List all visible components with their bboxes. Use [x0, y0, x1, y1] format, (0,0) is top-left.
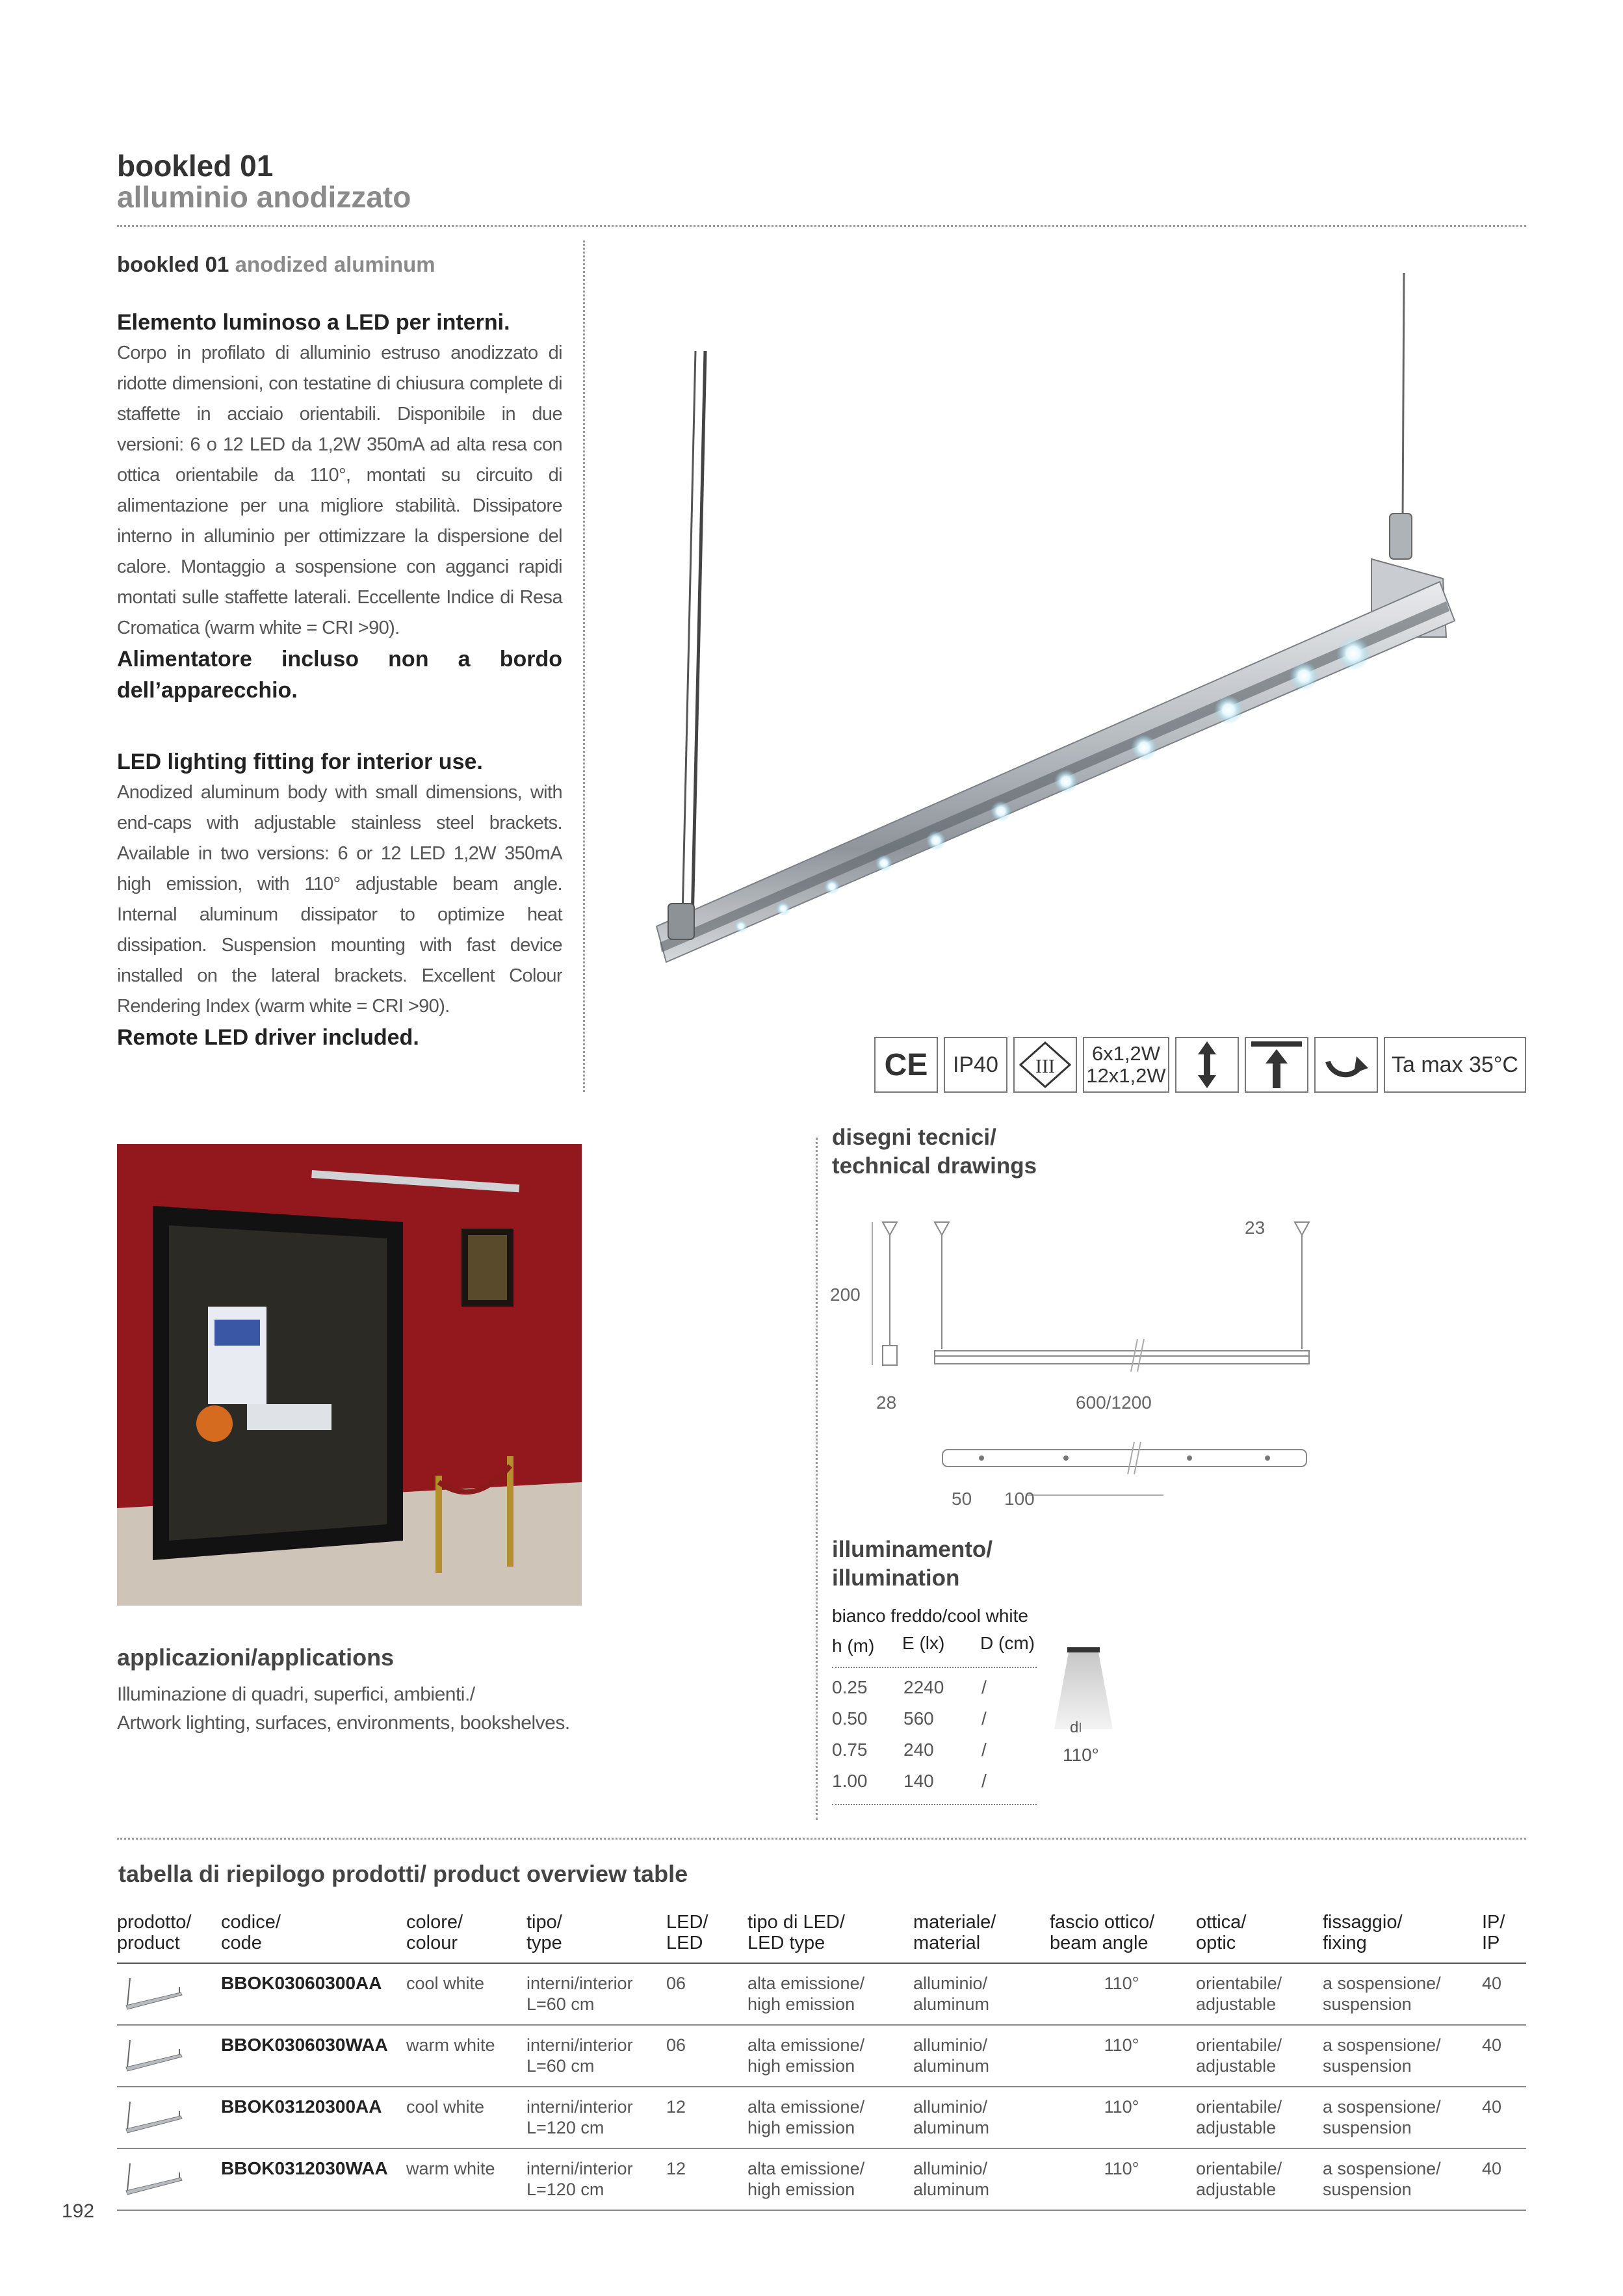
product-optic: orientabile/ adjustable	[1196, 1963, 1323, 2025]
header-ip: IP/ IP	[1482, 1908, 1526, 1963]
header-led: LED/ LED	[666, 1908, 747, 1963]
table-row	[117, 1963, 1526, 2025]
product-fixing: a sospensione/ suspension	[1323, 2087, 1482, 2148]
table-row	[117, 2087, 1526, 2148]
vertical-adjust-icon	[1175, 1037, 1239, 1093]
description-it-note: Alimentatore incluso non a bordo dell’apparecchio.	[117, 647, 562, 703]
cone-angle-label: 110°	[1063, 1745, 1099, 1765]
illum-row-h: 0.75	[832, 1740, 868, 1760]
dim-50: 50	[952, 1489, 972, 1509]
illumination-title-it: illuminamento/	[832, 1537, 993, 1562]
header-code: codice/ code	[221, 1908, 406, 1963]
dim-200: 200	[830, 1285, 861, 1305]
product-material: alluminio/ aluminum	[913, 2087, 1050, 2148]
product-fixing: a sospensione/ suspension	[1323, 2148, 1482, 2210]
illumination-title-en: illumination	[832, 1565, 960, 1591]
description-english	[117, 746, 562, 1053]
description-it-heading: Elemento luminoso a LED per interni.	[117, 310, 510, 335]
overview-title: tabella di riepilogo prodotti/ product overview table	[118, 1860, 688, 1887]
header-led-type: tipo di LED/ LED type	[747, 1908, 913, 1963]
product-type: interni/interior L=120 cm	[526, 2148, 666, 2210]
column-divider	[583, 241, 585, 1092]
illumination-title	[832, 1535, 993, 1593]
power-6-led: 6x1,2W	[1091, 1042, 1161, 1065]
cone-d-label: d	[1070, 1719, 1079, 1736]
product-code: BBOK03120300AA	[221, 2087, 406, 2148]
english-subtitle	[117, 252, 435, 277]
product-led: 12	[666, 2087, 747, 2148]
page-number: 192	[62, 2200, 95, 2222]
product-thumbnail	[117, 2025, 221, 2087]
illumination-e-header: E (lx)	[902, 1633, 945, 1653]
ce-mark-icon: CE	[874, 1037, 938, 1093]
description-en-note: Remote LED driver included.	[117, 1025, 419, 1050]
english-material: anodized aluminum	[235, 252, 435, 276]
dim-23: 23	[1245, 1218, 1266, 1238]
product-optic: orientabile/ adjustable	[1196, 2087, 1323, 2148]
product-led: 06	[666, 2025, 747, 2087]
page-subtitle: alluminio anodizzato	[117, 180, 411, 214]
description-en-heading: LED lighting fitting for interior use.	[117, 750, 483, 774]
product-type: interni/interior L=60 cm	[526, 1963, 666, 2025]
beam-cone-icon	[1048, 1646, 1119, 1750]
header-type: tipo/ type	[526, 1908, 666, 1963]
drawings-title-en: technical drawings	[832, 1153, 1037, 1179]
description-it-body: Corpo in profilato di alluminio estruso anodizzato di ridotte dimensioni, con testatine di chiusura complete di staffette in acciaio orientabili. Disponibile in due versioni: 6 o 12 LED da 1,2W 350mA ad alta resa con ottica orientabile da 110°, montati su circuito di alimentazione per una migliore stabilità. Dissipatore interno in alluminio per ottimizzare la dispersione del calore. Montaggio a sospensione con agganci rapidi montati sulle staffette laterali. Eccellente Indice di Resa Cromatica (warm white = CRI >90).	[117, 343, 562, 638]
dim-28: 28	[876, 1392, 897, 1413]
drawings-title-it: disegni tecnici/	[832, 1125, 996, 1150]
product-photo-lamp	[643, 273, 1501, 1001]
dim-length: 600/1200	[1076, 1392, 1152, 1413]
technical-drawing	[825, 1209, 1345, 1521]
page-title: bookled 01	[117, 149, 274, 183]
product-code: BBOK0312030WAA	[221, 2148, 406, 2210]
illumination-table	[832, 1677, 1037, 1805]
overview-divider	[117, 1838, 1526, 1840]
product-material: alluminio/ aluminum	[913, 1963, 1050, 2025]
product-thumbnail	[117, 2087, 221, 2148]
illum-row-d: /	[981, 1677, 987, 1697]
product-fixing: a sospensione/ suspension	[1323, 2025, 1482, 2087]
application-photo	[117, 1144, 582, 1606]
table-header-row	[117, 1908, 1526, 1963]
power-12-led: 12x1,2W	[1086, 1064, 1166, 1087]
product-colour: warm white	[406, 2148, 526, 2210]
product-code: BBOK0306030WAA	[221, 2025, 406, 2087]
applications-line-it: Illuminazione di quadri, superfici, ambienti./	[117, 1684, 475, 1705]
illum-row-h: 1.00	[832, 1771, 868, 1791]
applications-text	[117, 1680, 570, 1738]
illum-row-e: 140	[903, 1771, 934, 1791]
drawings-title	[832, 1123, 1037, 1181]
product-ip: 40	[1482, 2087, 1526, 2148]
product-beam: 110°	[1050, 1963, 1196, 2025]
illum-row-h: 0.50	[832, 1708, 868, 1729]
applications-title: applicazioni/applications	[117, 1644, 395, 1671]
product-fixing: a sospensione/ suspension	[1323, 1963, 1482, 2025]
illum-row-d: /	[981, 1708, 987, 1729]
product-led-type: alta emissione/ high emission	[747, 2148, 913, 2210]
header-material: materiale/ material	[913, 1908, 1050, 1963]
header-optic: ottica/ optic	[1196, 1908, 1323, 1963]
illum-row-e: 2240	[903, 1677, 944, 1697]
header-colour: colore/ colour	[406, 1908, 526, 1963]
description-italian	[117, 307, 562, 706]
rotation-icon	[1314, 1037, 1378, 1093]
product-thumbnail	[117, 1963, 221, 2025]
class-iii-icon	[1013, 1037, 1077, 1093]
illumination-label: bianco freddo/cool white	[832, 1606, 1028, 1626]
product-thumbnail	[117, 2148, 221, 2210]
header-divider	[117, 225, 1526, 227]
product-ip: 40	[1482, 2148, 1526, 2210]
product-ip: 40	[1482, 2025, 1526, 2087]
overview-table	[117, 1908, 1526, 2211]
product-optic: orientabile/ adjustable	[1196, 2148, 1323, 2210]
illum-row-d: /	[981, 1740, 987, 1760]
ceiling-mount-icon	[1245, 1037, 1308, 1093]
product-led: 12	[666, 2148, 747, 2210]
illum-row-d: /	[981, 1771, 987, 1791]
table-row	[117, 2148, 1526, 2210]
product-led-type: alta emissione/ high emission	[747, 2087, 913, 2148]
illumination-d-header: D (cm)	[980, 1633, 1035, 1653]
english-product-name: bookled 01	[117, 252, 229, 276]
illum-row-e: 240	[903, 1740, 934, 1760]
product-material: alluminio/ aluminum	[913, 2025, 1050, 2087]
header-beam-angle: fascio ottico/ beam angle	[1050, 1908, 1196, 1963]
product-colour: warm white	[406, 2025, 526, 2087]
ip40-icon: IP40	[944, 1037, 1007, 1093]
illum-row-e: 560	[903, 1708, 934, 1729]
class-iii-label: III	[1035, 1056, 1055, 1077]
description-en-body: Anodized aluminum body with small dimensions, with end-caps with adjustable stainless steel brackets. Available in two versions: 6 or 12 LED 1,2W 350mA high emission, with 110° adjustable beam angle. Internal aluminum dissipator to optimize heat dissipation. Suspension mounting with fast device installed on the lateral brackets. Excellent Colour Rendering Index (warm white = CRI >90).	[117, 782, 562, 1017]
product-beam: 110°	[1050, 2087, 1196, 2148]
product-led: 06	[666, 1963, 747, 2025]
illumination-header	[832, 1633, 1037, 1668]
product-material: alluminio/ aluminum	[913, 2148, 1050, 2210]
product-code: BBOK03060300AA	[221, 1963, 406, 2025]
illum-row-h: 0.25	[832, 1677, 868, 1697]
product-type: interni/interior L=60 cm	[526, 2025, 666, 2087]
product-colour: cool white	[406, 2087, 526, 2148]
product-ip: 40	[1482, 1963, 1526, 2025]
product-type: interni/interior L=120 cm	[526, 2087, 666, 2148]
product-beam: 110°	[1050, 2148, 1196, 2210]
product-optic: orientabile/ adjustable	[1196, 2025, 1323, 2087]
lower-column-divider	[816, 1138, 818, 1820]
header-product: prodotto/ product	[117, 1908, 221, 1963]
product-led-type: alta emissione/ high emission	[747, 2025, 913, 2087]
applications-line-en: Artwork lighting, surfaces, environments, bookshelves.	[117, 1712, 570, 1734]
table-row	[117, 2025, 1526, 2087]
product-led-type: alta emissione/ high emission	[747, 1963, 913, 2025]
power-icon	[1083, 1037, 1169, 1093]
header-fixing: fissaggio/ fixing	[1323, 1908, 1482, 1963]
product-colour: cool white	[406, 1963, 526, 2025]
dim-100: 100	[1004, 1489, 1035, 1509]
product-beam: 110°	[1050, 2025, 1196, 2087]
max-temperature-icon: Ta max 35°C	[1384, 1037, 1526, 1093]
illumination-h-header: h (m)	[832, 1636, 875, 1656]
